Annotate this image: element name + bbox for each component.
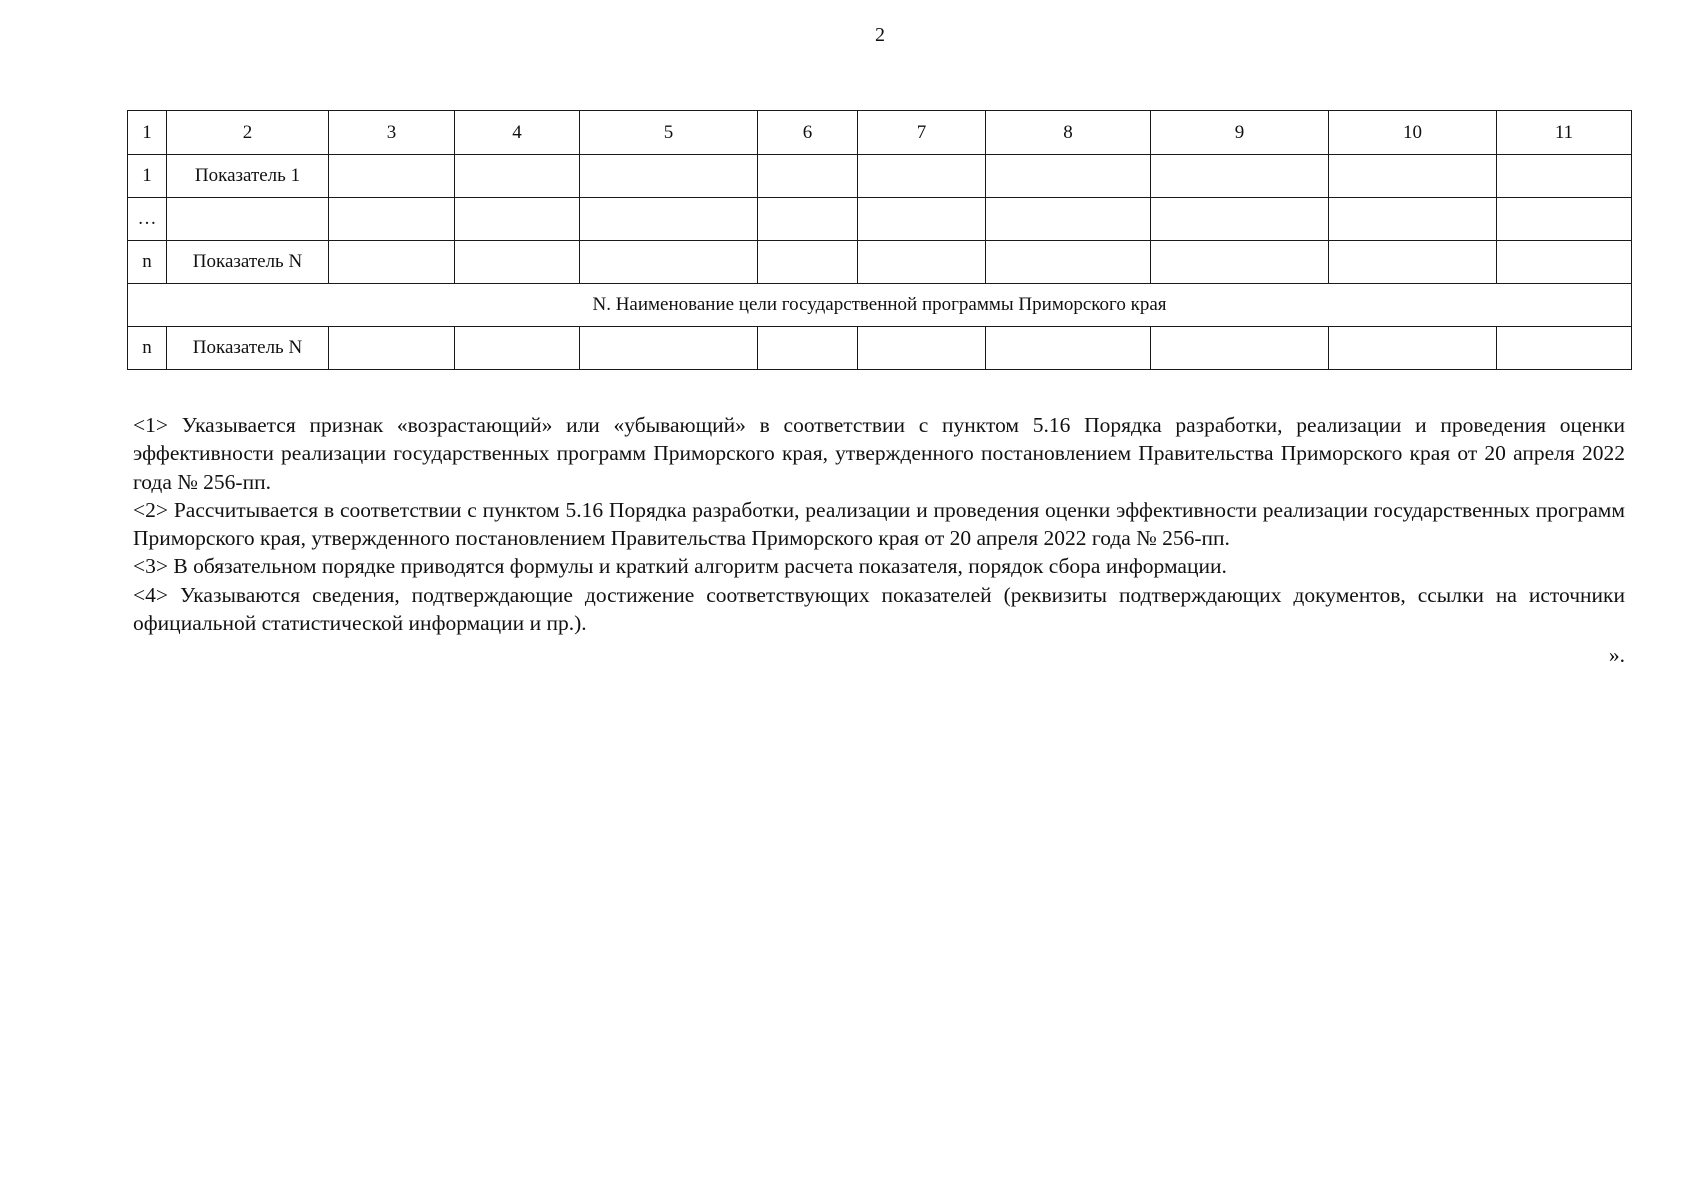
table-cell [858,198,986,241]
table-cell [455,155,580,198]
column-number-header: 1 [128,111,167,155]
column-number-header: 8 [986,111,1151,155]
indicator-name [167,198,329,241]
table-cell [1329,327,1497,370]
table-row [128,155,1632,198]
goal-row [128,284,1632,327]
table-cell [1497,327,1632,370]
table-cell [986,155,1151,198]
indicator-name: Показатель 1 [167,155,329,198]
table-cell [758,155,858,198]
table-row [128,327,1632,370]
table-cell [1329,155,1497,198]
indicator-name: Показатель N [167,327,329,370]
table-cell [580,241,758,284]
table-cell [758,198,858,241]
table-cell [580,155,758,198]
column-number-header: 2 [167,111,329,155]
table-cell [858,327,986,370]
column-number-header: 3 [329,111,455,155]
table-cell [329,241,455,284]
table-cell [1497,241,1632,284]
table-cell [986,198,1151,241]
closing-quote: ». [1608,643,1625,668]
row-number: 1 [128,155,167,198]
table-cell [858,241,986,284]
footnote-2: <2> Рассчитывается в соответствии с пунктом 5.16 Порядка разработки, реализации и проведения оценки эффективности реализации государственных программ Приморского края, утвержденного постановлением Правительства Приморского края от 20 апреля 2022 года № 256-пп. [133,497,1625,551]
table-cell [1497,198,1632,241]
footnote-1: <1> Указывается признак «возрастающий» или «убывающий» в соответствии с пунктом 5.16 Порядка разработки, реализации и проведения оценки эффективности реализации государственных программ Приморского края, утвержденного постановлением Правительства Приморского края от 20 апреля 2022 года № 256-пп. [133,413,1625,494]
table-cell [986,241,1151,284]
goal-title: N. Наименование цели государственной программы Приморского края [128,284,1632,327]
column-number-header: 11 [1497,111,1632,155]
table-cell [1329,241,1497,284]
indicators-table [127,110,1632,370]
row-number: … [128,198,167,241]
table-cell [580,327,758,370]
column-number-header: 5 [580,111,758,155]
table-cell [1151,198,1329,241]
footnote-3: <3> В обязательном порядке приводятся формулы и краткий алгоритм расчета показателя, порядок сбора информации. [133,554,1227,579]
table-cell [758,327,858,370]
row-number: n [128,327,167,370]
table-cell [1151,241,1329,284]
table-cell [329,327,455,370]
table-cell [758,241,858,284]
table-row [128,241,1632,284]
table-cell [1151,155,1329,198]
page-number: 2 [875,24,885,46]
column-number-header: 4 [455,111,580,155]
footnotes [133,411,1625,670]
table-cell [455,327,580,370]
indicator-name: Показатель N [167,241,329,284]
table-row [128,198,1632,241]
table-cell [1497,155,1632,198]
row-number: n [128,241,167,284]
table-cell [858,155,986,198]
table-cell [455,241,580,284]
table-header-row [128,111,1632,155]
column-number-header: 6 [758,111,858,155]
table-cell [986,327,1151,370]
column-number-header: 7 [858,111,986,155]
table-cell [1151,327,1329,370]
column-number-header: 10 [1329,111,1497,155]
column-number-header: 9 [1151,111,1329,155]
table-cell [329,155,455,198]
footnote-4: <4> Указываются сведения, подтверждающие достижение соответствующих показателей (реквизиты подтверждающих документов, ссылки на источники официальной статистической информации и пр.). [133,582,1625,636]
table-cell [329,198,455,241]
table-cell [1329,198,1497,241]
table-cell [580,198,758,241]
table-cell [455,198,580,241]
